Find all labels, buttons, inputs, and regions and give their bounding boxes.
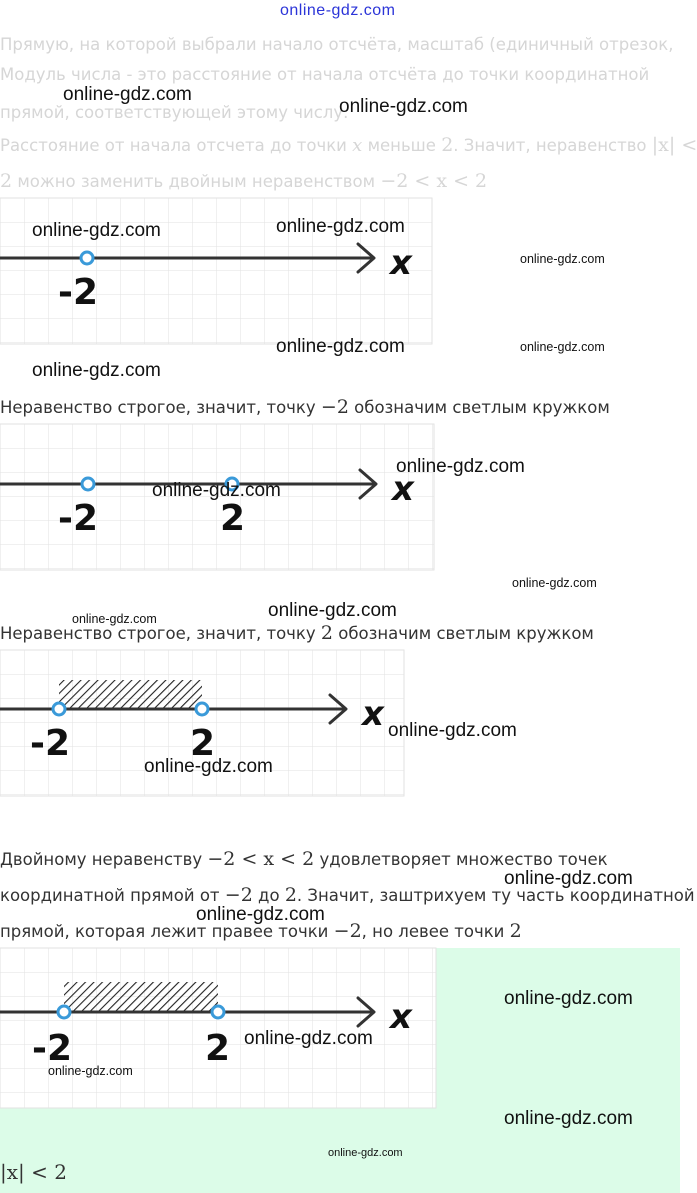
shaded-interval <box>64 982 218 1011</box>
tick-label-2: 2 <box>190 723 216 764</box>
watermark: online-gdz.com <box>504 1108 633 1129</box>
watermark: online-gdz.com <box>276 216 405 237</box>
tick-label-neg2: -2 <box>58 498 98 539</box>
watermark: online-gdz.com <box>520 340 605 354</box>
watermark: online-gdz.com <box>32 220 161 241</box>
axis-x-label: x <box>390 243 412 283</box>
top-watermark[interactable]: online-gdz.com <box>280 2 396 19</box>
intro-line-4-tail: . Значит, неравенство <box>453 136 647 155</box>
intro-line-5-num: 2 <box>0 170 13 192</box>
step-1-text <box>0 396 610 419</box>
watermark: online-gdz.com <box>144 756 273 777</box>
watermark: online-gdz.com <box>244 1028 373 1049</box>
point-neg2 <box>82 478 94 490</box>
tick-label-neg2: -2 <box>30 723 70 764</box>
shaded-interval <box>59 680 202 708</box>
step-3-l1-math: −2 < x < 2 <box>207 848 315 870</box>
intro-line-1: Прямую, на которой выбрали начало отсчёта, масштаб (единичный отрезок, <box>0 35 674 54</box>
answer <box>0 1160 67 1184</box>
watermark: online-gdz.com <box>396 456 525 477</box>
point-neg2 <box>81 252 93 264</box>
intro-line-4-var: x <box>352 135 363 156</box>
step-3-l2-m2: 2 <box>284 884 297 906</box>
step-3-l3-b: , но левее точки <box>361 922 505 941</box>
answer-highlight-right <box>436 948 680 1108</box>
step-2-before: Неравенство строгое, значит, точку <box>0 624 316 643</box>
intro-line-4-abs: |x| < <box>651 134 697 156</box>
watermark: online-gdz.com <box>504 868 633 889</box>
tick-label-neg2: -2 <box>32 1028 72 1069</box>
intro-line-5-text: можно заменить двойным неравенством <box>17 172 376 191</box>
step-3-l3-a: прямой, которая лежит правее точки <box>0 922 329 941</box>
intro-line-2: Модуль числа - это расстояние от начала отсчёта до точки координатной <box>0 65 650 84</box>
point-2 <box>212 1006 224 1018</box>
step-3-l2-b: до <box>258 886 280 905</box>
point-neg2 <box>58 1006 70 1018</box>
watermark: online-gdz.com <box>152 480 281 501</box>
axis-x-label: x <box>390 997 412 1037</box>
step-3-l2-c: . Значит, заштрихуем ту часть координатной <box>296 886 695 905</box>
tick-label-2: 2 <box>220 498 246 539</box>
watermark: online-gdz.com <box>48 1064 133 1078</box>
intro-line-3: прямой, соответствующей этому числу. <box>0 103 349 122</box>
axis-x-label: x <box>362 694 384 734</box>
watermark: online-gdz.com <box>504 988 633 1009</box>
step-3-l2-m1: −2 <box>224 884 253 906</box>
watermark: online-gdz.com <box>388 720 517 741</box>
intro-line-4-mid: меньше <box>367 136 436 155</box>
intro-line-4-num: 2 <box>441 134 454 156</box>
watermark: online-gdz.com <box>328 1147 403 1159</box>
tick-label-neg2: -2 <box>58 272 98 313</box>
watermark: online-gdz.com <box>72 612 157 626</box>
step-2-math: 2 <box>320 622 333 644</box>
watermark: online-gdz.com <box>339 96 468 117</box>
watermark: online-gdz.com <box>63 84 192 105</box>
watermark: online-gdz.com <box>276 336 405 357</box>
step-3-l1-b: удовлетворяет множество точек <box>319 850 608 869</box>
step-2-after: обозначим светлым кружком <box>338 624 594 643</box>
step-3-l3-m2: 2 <box>509 920 522 942</box>
step-3-l1-a: Двойному неравенству <box>0 850 203 869</box>
answer-text: |x| < 2 <box>0 1160 67 1184</box>
watermark: online-gdz.com <box>268 600 397 621</box>
tick-label-2: 2 <box>205 1028 231 1069</box>
step-1-after: обозначим светлым кружком <box>354 398 610 417</box>
point-neg2 <box>53 703 65 715</box>
watermark: online-gdz.com <box>512 576 597 590</box>
step-3-l3-m1: −2 <box>333 920 362 942</box>
intro-line-4-text: Расстояние от начала отсчета до точки <box>0 136 347 155</box>
axis-x-label: x <box>392 469 414 509</box>
watermark: online-gdz.com <box>196 904 325 925</box>
intro-line-5 <box>0 170 487 193</box>
step-1-math: −2 <box>320 396 349 418</box>
step-1-before: Неравенство строгое, значит, точку <box>0 398 316 417</box>
intro-line-5-ineq: −2 < x < 2 <box>380 170 488 192</box>
intro-line-4 <box>0 134 697 157</box>
watermark: online-gdz.com <box>32 360 161 381</box>
watermark: online-gdz.com <box>520 252 605 266</box>
step-3-l2-a: координатной прямой от <box>0 886 220 905</box>
point-2 <box>196 703 208 715</box>
